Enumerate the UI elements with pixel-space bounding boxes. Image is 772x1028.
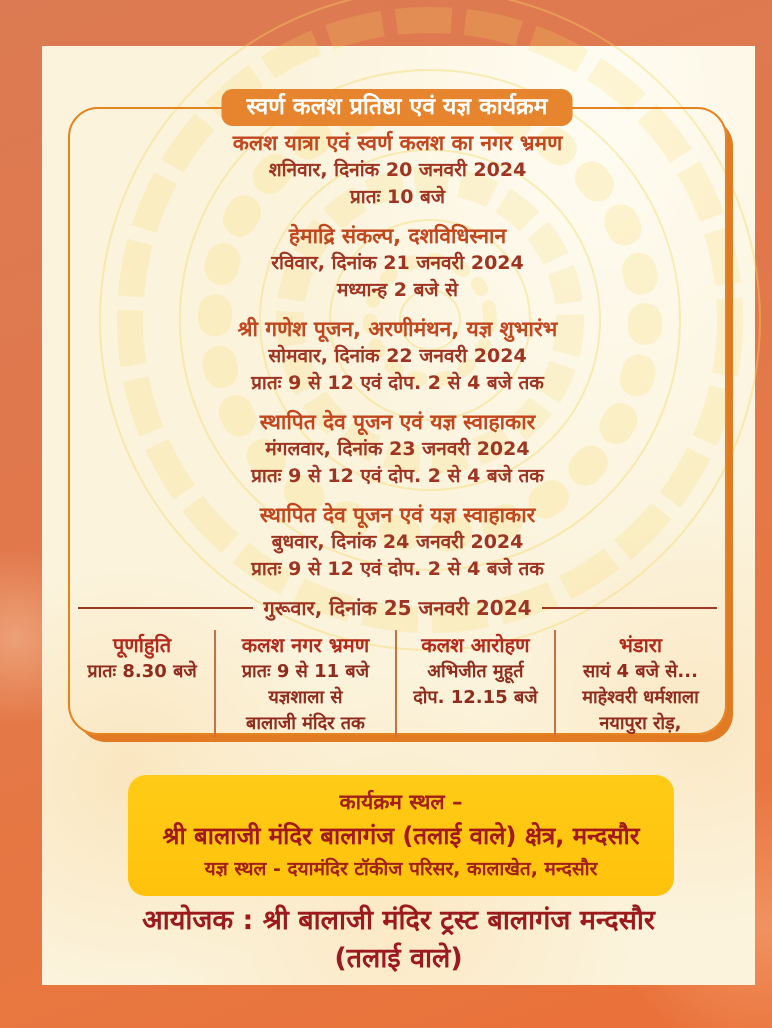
- column-header: भंडारा: [618, 633, 663, 657]
- poster-title: स्वर्ण कलश प्रतिष्ठा एवं यज्ञ कार्यक्रम: [222, 89, 573, 126]
- column-header: कलश नगर भ्रमण: [241, 633, 370, 657]
- event-heading: कलश यात्रा एवं स्वर्ण कलश का नगर भ्रमण: [232, 131, 563, 155]
- column-line: माहेश्वरी धर्मशाला: [582, 687, 699, 708]
- organizer-section: [42, 902, 755, 978]
- column-line: प्रातः 8.30 बजे: [87, 661, 197, 682]
- right-rule-divider: [542, 607, 717, 609]
- event-heading: स्थापित देव पूजन एवं यज्ञ स्वाहाकार: [259, 410, 536, 434]
- column-line: नयापुरा रोड़,: [599, 713, 682, 734]
- thursday-columns: [70, 630, 725, 737]
- event-heading: हेमाद्रि संकल्प, दशविधिस्नान: [288, 224, 507, 248]
- poster-card: [42, 46, 755, 985]
- schedule-column-bhandara: [556, 630, 725, 737]
- venue-address: श्री बालाजी मंदिर बालागंज (तलाई वाले) क्षेत्र, मन्दसौर: [162, 822, 640, 850]
- organizer-line: (तलाई वाले): [334, 943, 463, 974]
- column-line: बालाजी मंदिर तक: [246, 713, 365, 734]
- event-date: मंगलवार, दिनांक 23 जनवरी 2024: [265, 438, 530, 460]
- left-rule-divider: [78, 607, 253, 609]
- event-block: [70, 222, 725, 304]
- column-header: कलश आरोहण: [421, 633, 530, 657]
- event-block: [70, 315, 725, 397]
- event-date: रविवार, दिनांक 21 जनवरी 2024: [271, 252, 524, 274]
- event-heading: श्री गणेश पूजन, अरणीमंथन, यज्ञ शुभारंभ: [237, 317, 558, 341]
- event-date: बुधवार, दिनांक 24 जनवरी 2024: [271, 531, 524, 553]
- event-date: शनिवार, दिनांक 20 जनवरी 2024: [268, 159, 527, 181]
- event-block: [70, 408, 725, 490]
- event-time: प्रातः 9 से 12 एवं दोप. 2 से 4 बजे तक: [251, 372, 544, 394]
- event-time: प्रातः 10 बजे: [349, 186, 446, 208]
- event-time: मध्यान्ह 2 बजे से: [336, 279, 459, 301]
- event-heading: स्थापित देव पूजन एवं यज्ञ स्वाहाकार: [259, 503, 536, 527]
- venue-title: कार्यक्रम स्थल –: [339, 790, 463, 814]
- schedule-column-purnahuti: [70, 630, 216, 737]
- thursday-heading: गुरूवार, दिनांक 25 जनवरी 2024: [263, 596, 532, 620]
- event-time: प्रातः 9 से 12 एवं दोप. 2 से 4 बजे तक: [251, 465, 544, 487]
- column-line: सायं 4 बजे से...: [583, 661, 698, 682]
- event-time: प्रातः 9 से 12 एवं दोप. 2 से 4 बजे तक: [251, 558, 544, 580]
- organizer-line: आयोजक : श्री बालाजी मंदिर ट्रस्ट बालागंज मन्दसौर: [142, 905, 655, 936]
- event-block: [70, 501, 725, 583]
- column-line: अभिजीत मुहूर्त: [427, 661, 524, 682]
- thursday-heading-row: [70, 594, 725, 622]
- event-date: सोमवार, दिनांक 22 जनवरी 2024: [268, 345, 527, 367]
- venue-box: [128, 775, 674, 896]
- yagya-venue-address: यज्ञ स्थल - दयामंदिर टॉकीज परिसर, कालाखेत, मन्दसौर: [204, 858, 598, 880]
- event-block: [70, 129, 725, 211]
- schedule-box: [68, 107, 727, 735]
- column-header: पूर्णाहुति: [112, 633, 172, 657]
- schedule-column-kalash-arohan: [397, 630, 556, 737]
- schedule-column-kalash-nagar-bhraman: [216, 630, 397, 737]
- schedule-list: [70, 109, 725, 737]
- column-line: प्रातः 9 से 11 बजे: [241, 661, 370, 682]
- column-line: यज्ञशाला से: [268, 687, 343, 708]
- column-line: दोप. 12.15 बजे: [413, 687, 538, 708]
